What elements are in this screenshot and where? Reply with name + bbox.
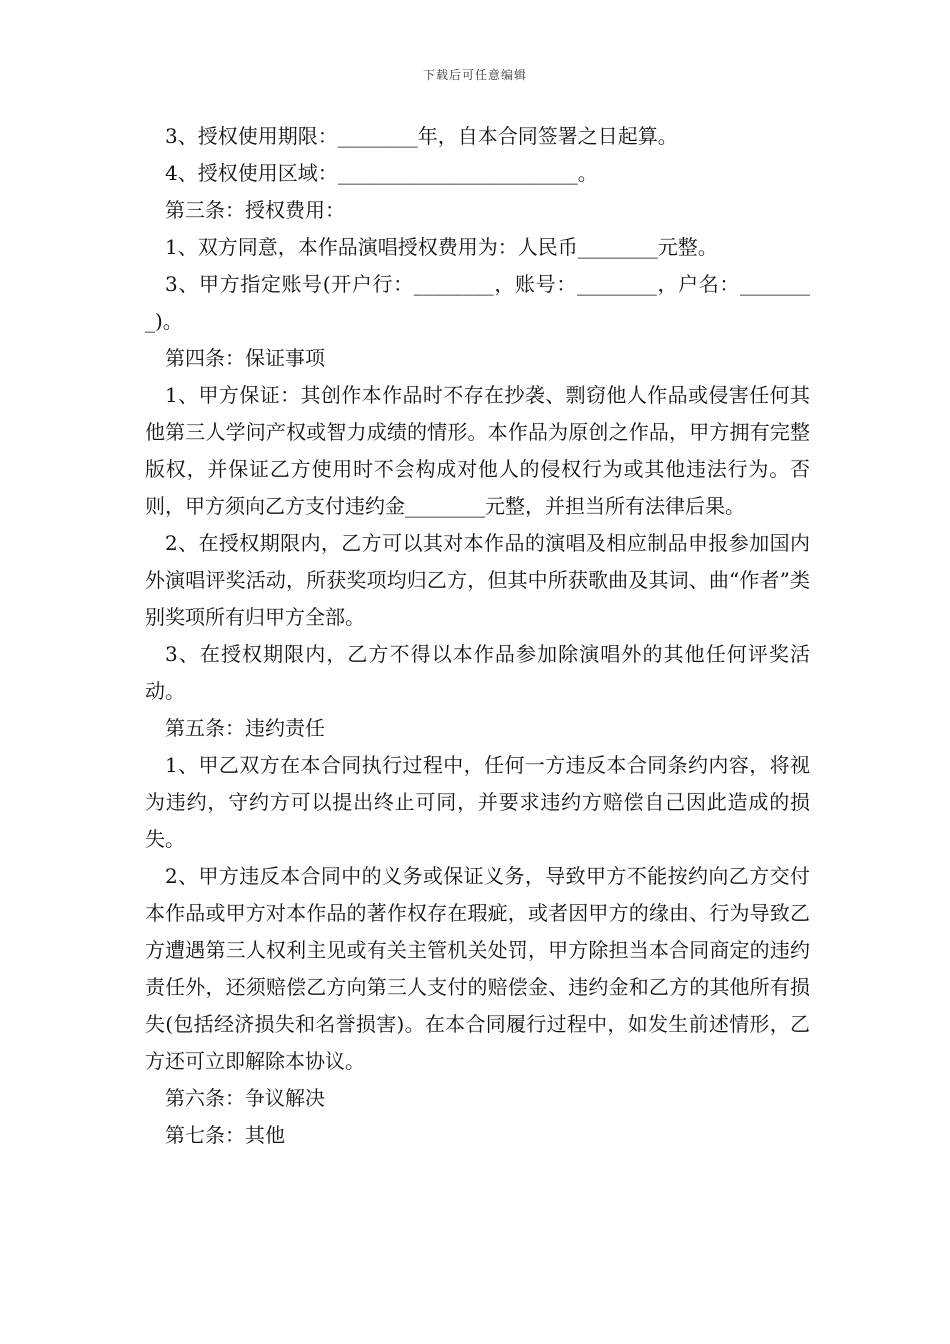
clause-warranty-original: 1、甲方保证：其创作本作品时不存在抄袭、剽窃他人作品或侵害任何其他第三人学问产权或智力成绩的情形。本作品为原创之作品，甲方拥有完整版权，并保证乙方使用时不会构成对他人的侵权行为或其他违法行为。否则，甲方须向乙方支付违约金________元整，并担当所有法律后果。 bbox=[145, 383, 810, 518]
article-3-heading: 第三条：授权费用： bbox=[165, 198, 345, 222]
page-header-note: 下载后可任意编辑 bbox=[422, 68, 527, 82]
clause-warranty-restriction: 3、在授权期限内，乙方不得以本作品参加除演唱外的其他任何评奖活动。 bbox=[145, 642, 810, 703]
article-6-heading: 第六条：争议解决 bbox=[165, 1086, 325, 1110]
clause-breach-general: 1、甲乙双方在本合同执行过程中，任何一方违反本合同条约内容，将视为违约，守约方可以提出终止可同，并要求违约方赔偿自己因此造成的损失。 bbox=[145, 753, 810, 851]
clause-breach-party-a: 2、甲方违反本合同中的义务或保证义务，导致甲方不能按约向乙方交付本作品或甲方对本作品的著作权存在瑕疵，或者因甲方的缘由、行为导致乙方遭遇第三人权利主见或有关主管机关处罚，甲方除担当本合同商定的违约责任外，还须赔偿乙方向第三人支付的赔偿金、违约金和乙方的其他所有损失(包括经济损失和名誉损害)。在本合同履行过程中，如发生前述情形，乙方还可立即解除本协议。 bbox=[145, 864, 810, 1073]
clause-warranty-awards: 2、在授权期限内，乙方可以其对本作品的演唱及相应制品申报参加国内外演唱评奖活动，所获奖项均归乙方，但其中所获歌曲及其词、曲“作者”类别奖项所有归甲方全部。 bbox=[145, 531, 810, 629]
article-4-heading: 第四条：保证事项 bbox=[165, 346, 325, 370]
clause-term-period: 3、授权使用期限：________年，自本合同签署之日起算。 bbox=[165, 124, 678, 148]
clause-term-region: 4、授权使用区域：________________________。 bbox=[165, 161, 598, 185]
article-7-heading: 第七条：其他 bbox=[165, 1123, 285, 1147]
clause-fee-amount: 1、双方同意，本作品演唱授权费用为：人民币________元整。 bbox=[165, 235, 718, 259]
article-5-heading: 第五条：违约责任 bbox=[165, 716, 325, 740]
clause-bank-account: 3、甲方指定账号(开户行：________，账号：________，户名：________)。 bbox=[145, 272, 810, 333]
document-body bbox=[145, 118, 810, 1154]
